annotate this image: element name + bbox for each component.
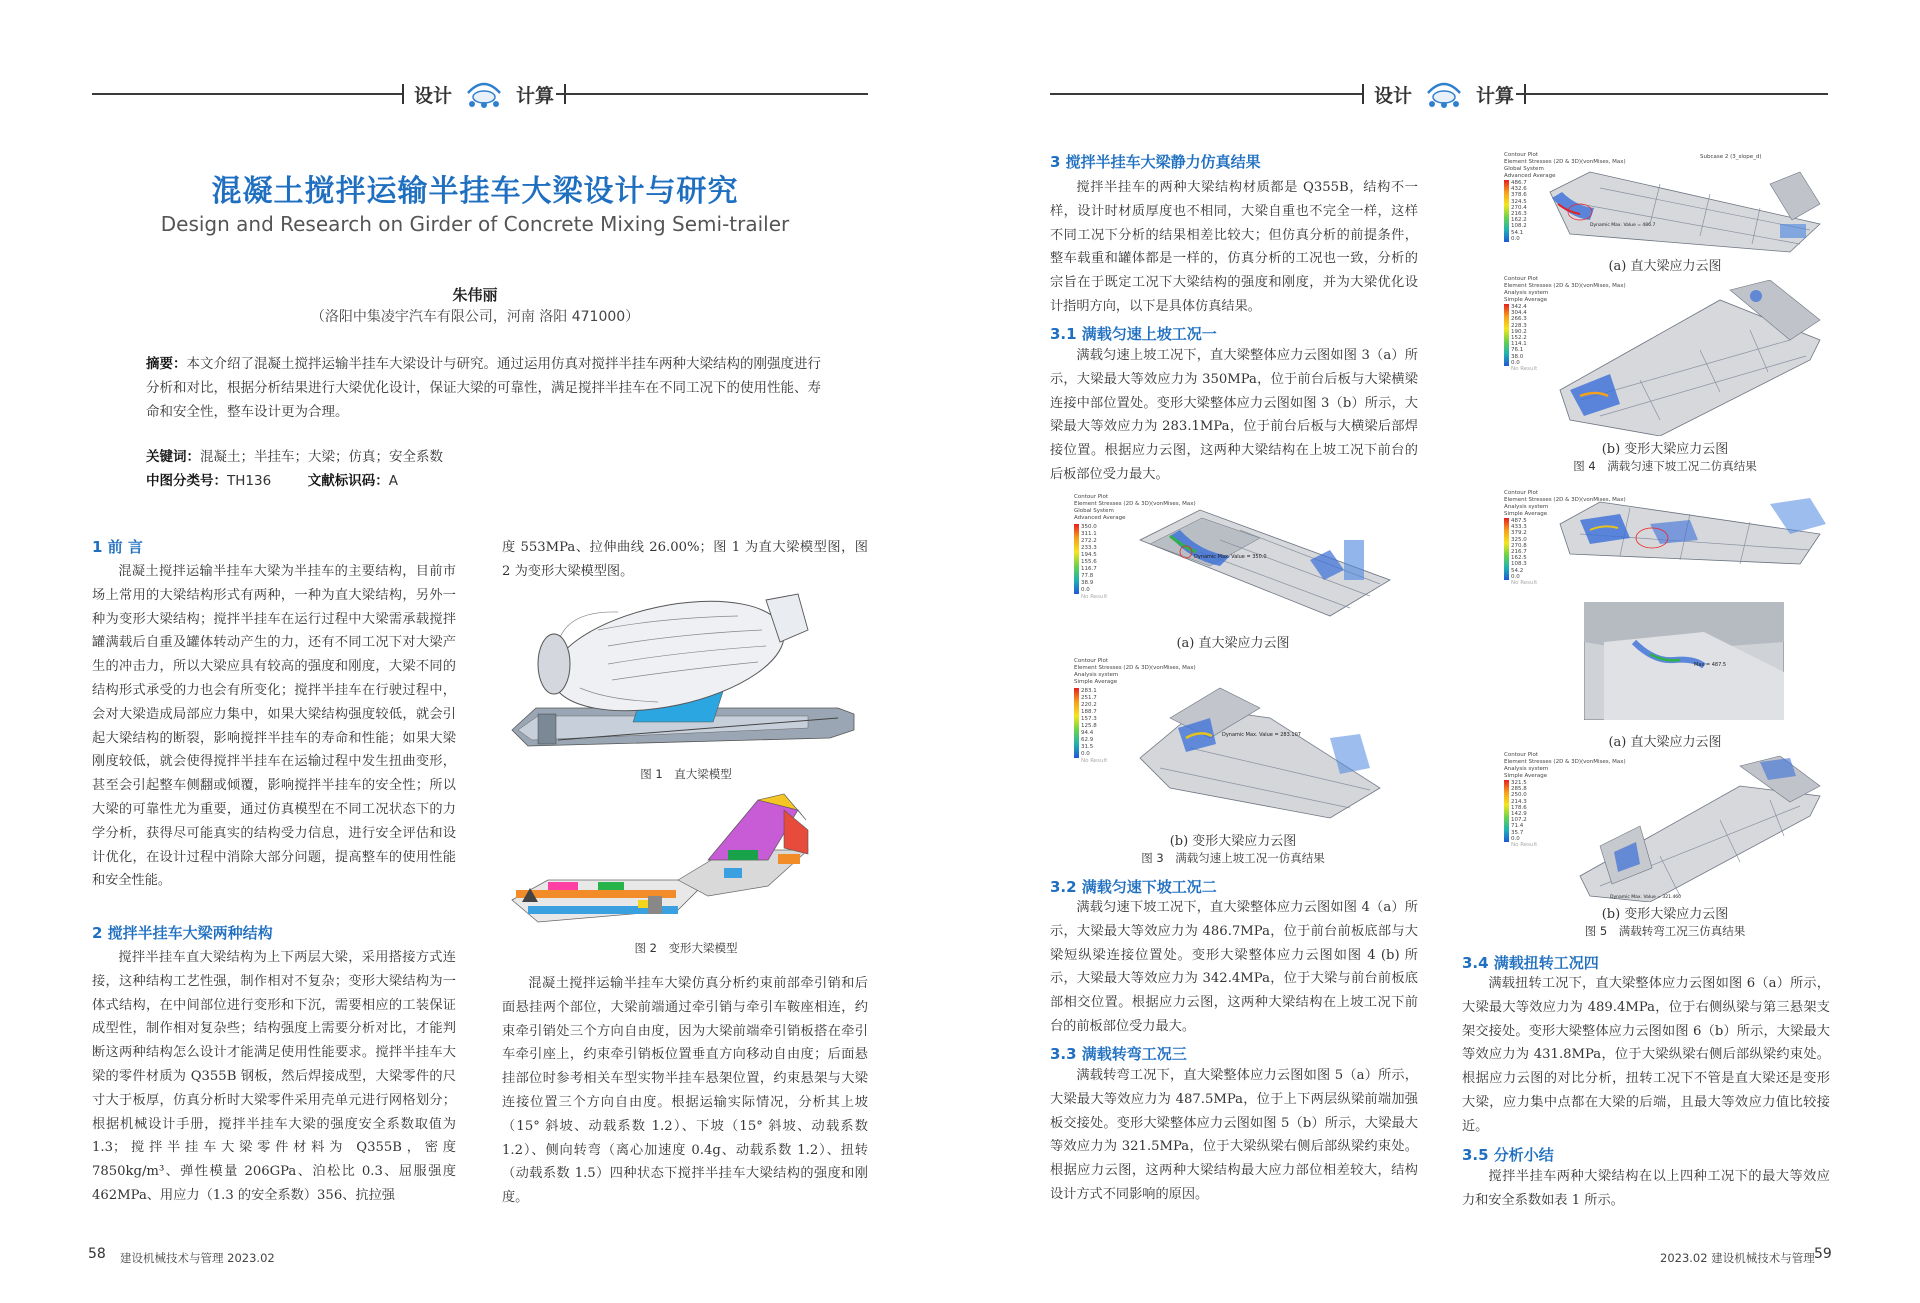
girder-mesh-4a [1540, 164, 1830, 256]
page-number-right: 59 [1814, 1246, 1832, 1262]
color-scale-bar [1504, 780, 1509, 842]
legend-value: 107.2 [1511, 817, 1527, 824]
section-3-3-paragraph: 满载转弯工况下，直大梁整体应力云图如图 5（a）所示，大梁最大等效应力为 487.5MPa，位于上下两层纵梁前端加强板交接处。变形大梁整体应力云图如图 5（b）所示，大梁最大等效应力为 321.5MPa，位于大梁纵梁右侧后部纵梁约束处。根据应力云图，这两种大梁结构最大应力部位相差较大，结构设计方式不同影响的原因。 [1050, 1068, 1418, 1202]
legend-value: 0.0 [1081, 751, 1090, 757]
legend-value: 108.3 [1511, 561, 1527, 568]
figure-3b-contour-plot [1070, 658, 1396, 828]
cloud-computing-icon [462, 79, 506, 109]
section-3-5-paragraph: 搅拌半挂车两种大梁结构在以上四种工况下的最大等效应力和安全系数如表 1 所示。 [1462, 1169, 1830, 1208]
legend-value: 285.8 [1511, 786, 1527, 793]
journal-footer-right: 2023.02 建设机械技术与管理 [1660, 1251, 1815, 1265]
legend-value: 0.0 [1511, 573, 1520, 580]
legend-value: 350.0 [1081, 524, 1097, 530]
legend-value: 250.0 [1511, 792, 1527, 799]
class-value: TH136 [227, 473, 272, 489]
abstract [146, 352, 822, 424]
legend-values [1511, 780, 1537, 848]
article-title-english: Design and Research on Girder of Concrete Mixing Semi-trailer [160, 212, 790, 236]
legend-value: 270.8 [1511, 542, 1527, 549]
header-rule-right-a [1050, 93, 1362, 95]
legend-value: 342.4 [1511, 304, 1527, 310]
color-scale-bar [1074, 524, 1079, 594]
girder-mesh-4b [1540, 280, 1830, 436]
legend-value: 188.7 [1081, 709, 1097, 715]
legend-value: 220.2 [1081, 702, 1097, 708]
legend-value: 116.7 [1081, 566, 1097, 572]
legend-value: 486.7 [1511, 180, 1527, 186]
legend-value: 162.5 [1511, 555, 1527, 562]
figure-3-caption: 图 3 满载匀速上坡工况一仿真结果 [1141, 851, 1325, 865]
doc-code-value: A [388, 473, 399, 489]
legend-value: 71.4 [1511, 823, 1524, 830]
zoom-detail-5a [1584, 602, 1784, 720]
legend-value: 433.3 [1511, 524, 1527, 531]
color-scale-bar [1504, 304, 1509, 366]
contour-legend-scale [1504, 518, 1537, 586]
legend-value: 233.3 [1081, 545, 1097, 551]
contour-legend-scale [1504, 780, 1537, 848]
section-1-title: 1 前 言 [92, 538, 143, 556]
legend-no-result: No Result [1081, 594, 1108, 600]
legend-value: 125.8 [1081, 723, 1097, 729]
legend-value: 432.6 [1511, 186, 1527, 193]
legend-title: Contour Plot [1504, 276, 1539, 282]
legend-value: 38.9 [1081, 580, 1094, 586]
section-2-title: 2 搅拌半挂车大梁两种结构 [92, 924, 273, 942]
legend-value: 77.8 [1081, 573, 1094, 579]
legend-average: Simple Average [1504, 511, 1548, 517]
legend-no-result: No Result [1081, 758, 1108, 764]
doc-code-label: 文献标识码： [307, 473, 389, 489]
legend-title: Contour Plot [1504, 490, 1539, 496]
keywords-line [146, 445, 822, 465]
figure-5b-caption: (b) 变形大梁应力云图 [1601, 907, 1729, 922]
girder-mesh-5b [1540, 756, 1830, 902]
legend-value: 216.3 [1511, 211, 1527, 218]
max-value-annotation: Dynamic Max. Value = 321.460 [1610, 895, 1682, 900]
figure-4a-caption: (a) 直大梁应力云图 [1608, 259, 1722, 274]
legend-value: 251.7 [1081, 695, 1097, 701]
legend-value: 487.5 [1511, 518, 1527, 524]
header-rule-right-b [1516, 93, 1828, 95]
figure-2-caption: 图 2 变形大梁模型 [634, 941, 738, 955]
legend-system: Global System [1504, 166, 1544, 172]
legend-element: Element Stresses (2D & 3D)(vonMises, Max) [1074, 665, 1196, 671]
contour-legend-scale [1074, 524, 1107, 601]
color-scale-bar [1074, 688, 1079, 758]
max-value-annotation: Dynamic Max. Value = 283.107 [1222, 732, 1301, 738]
contour-legend-scale [1074, 688, 1107, 765]
figure-1-straight-girder-model [508, 590, 864, 760]
section-3-1-paragraph: 满载匀速上坡工况下，直大梁整体应力云图如图 3（a）所示，大梁最大等效应力为 350MPa，位于前台后板与大梁横梁连接中部位置处。变形大梁整体应力云图如图 3（b）所示，大梁最大等效应力为 283.1MPa，位于前台后板与大横梁后部焊接位置。根据应力云图，这两种大梁结构在上坡工况下前台的后板部位受力最大。 [1050, 348, 1418, 482]
max-value-annotation: Dynamic Max. Value = 486.7 [1590, 223, 1656, 228]
column2-paragraph-1: 度 553MPa、拉伸曲线 26.00%；图 1 为直大梁模型图，图 2 为变形大梁模型图。 [502, 540, 868, 579]
figure-5-caption: 图 5 满载转弯工况三仿真结果 [1584, 924, 1746, 938]
legend-average: Advanced Average [1074, 515, 1126, 521]
legend-system: Analysis system [1504, 290, 1549, 296]
legend-value: 178.6 [1511, 804, 1527, 811]
legend-value: 35.7 [1511, 829, 1524, 836]
girder-mesh-3b [1130, 678, 1396, 828]
header-design-label: 设计 [1374, 84, 1413, 107]
legend-values [1511, 304, 1537, 372]
section-3-5-title: 3.5 分析小结 [1462, 1146, 1554, 1164]
legend-value: 0.0 [1081, 587, 1090, 593]
header-rule-left-a [92, 93, 402, 95]
legend-values [1081, 524, 1107, 601]
legend-value: 142.9 [1511, 811, 1527, 818]
article-title: 混凝土搅拌运输半挂车大梁设计与研究 [211, 174, 739, 209]
section-3-title: 3 搅拌半挂车大梁静力仿真结果 [1050, 153, 1261, 171]
max-value-annotation: Dynamic Max. Value = 350.0 [1194, 554, 1267, 560]
header-design-label: 设计 [414, 84, 453, 107]
legend-value: 324.5 [1511, 198, 1527, 205]
legend-value: 321.5 [1511, 780, 1527, 786]
color-scale-bar [1504, 180, 1509, 242]
legend-value: 378.6 [1511, 192, 1527, 199]
header-rule-left-b [556, 93, 868, 95]
header-tick [1362, 84, 1364, 104]
legend-average: Simple Average [1074, 679, 1118, 685]
legend-average: Simple Average [1504, 773, 1548, 779]
legend-no-result: No Result [1511, 366, 1538, 373]
figure-4b-caption: (b) 变形大梁应力云图 [1601, 442, 1729, 457]
legend-value: 54.2 [1511, 567, 1524, 574]
contour-legend-scale [1504, 304, 1537, 372]
figure-3a-caption: (a) 直大梁应力云图 [1176, 636, 1290, 651]
figure-3a-contour-plot [1070, 494, 1396, 624]
legend-value: 311.1 [1081, 531, 1097, 537]
legend-value: 38.0 [1511, 353, 1524, 360]
header-left [402, 78, 566, 110]
figure-5b-contour-plot [1500, 752, 1830, 902]
legend-value: 162.2 [1511, 217, 1527, 224]
legend-average: Simple Average [1504, 297, 1548, 303]
figure-5a-contour-plot [1500, 490, 1830, 728]
legend-value: 0.0 [1511, 359, 1520, 366]
legend-value: 76.1 [1511, 347, 1524, 354]
legend-value: 325.0 [1511, 536, 1527, 543]
section-2-paragraph: 搅拌半挂车直大梁结构为上下两层大梁，采用搭接方式连接，这种结构工艺性强，制作相对不复杂；变形大梁结构为一体式结构，在中间部位进行变形和下沉，需要相应的工装保证成型性，制作相对复杂些；结构强度上需要分析对比，才能判断这两种结构怎么设计才能满足使用性能要求。搅拌半挂车大梁的零件材质为 Q355B 钢板，然后焊接成型，大梁零件的尺寸大于板厚，仿真分析时大梁零件采用壳单元进行网格划分；根据机械设计手册，搅拌半挂车大梁的强度安全系数取值为 1.3；搅拌半挂车大梁零件材料为 Q355B，密度 7850kg/m³、弹性模量 206GPa、泊松比 0.3、屈服强度 462MPa、用应力（1.3 的安全系数）356、抗拉强 [92, 950, 456, 1203]
keywords-label: 关键词： [146, 449, 200, 465]
header-tick [402, 84, 404, 104]
figure-1-caption: 图 1 直大梁模型 [640, 767, 732, 781]
legend-title: Contour Plot [1504, 152, 1539, 158]
section-1-paragraph: 混凝土搅拌运输半挂车大梁为半挂车的主要结构，目前市场上常用的大梁结构形式有两种，一种为直大梁结构，另外一种为变形大梁结构；搅拌半挂车在运行过程中大梁需承载搅拌罐满载后自重及罐体转动产生的力，还有不同工况下对大梁产生的冲击力，所以大梁应具有较高的强度和刚度，大梁不同的结构形式承受的力也会有所变化；搅拌半挂车在行驶过程中，会对大梁造成局部应力集中，如果大梁结构强度较低，就会引起大梁结构的断裂，影响搅拌半挂车的寿命和性能；如果大梁刚度较低，就会使得搅拌半挂车在运输过程中发生扭曲变形，甚至会引起整车侧翻或倾覆，影响搅拌半挂车的安全性；所以大梁的可靠性尤为重要，通过仿真模型在不同工况状态下的力学分析，获得尽可能真实的结构受力信息，进行安全评估和设计优化，在设计过程中消除大部分问题，提高整车的使用性能和安全性能。 [92, 564, 456, 889]
author: 朱伟丽 [452, 286, 498, 304]
legend-value: 62.9 [1081, 737, 1094, 743]
legend-value: 190.2 [1511, 328, 1527, 335]
legend-system: Global System [1074, 508, 1114, 514]
legend-values [1511, 180, 1527, 242]
legend-value: 157.3 [1081, 716, 1097, 722]
max-value-annotation: Max = 487.5 [1694, 662, 1727, 668]
legend-average: Advanced Average [1504, 173, 1556, 179]
classification-line [146, 469, 822, 489]
legend-value: 152.2 [1511, 335, 1527, 342]
legend-value: 228.3 [1511, 322, 1527, 329]
figure-4b-contour-plot [1500, 276, 1830, 436]
legend-title: Contour Plot [1074, 658, 1109, 664]
header-calc-label: 计算 [516, 84, 555, 107]
header-calc-label: 计算 [1476, 84, 1515, 107]
section-3-1-title: 3.1 满载匀速上坡工况一 [1050, 325, 1217, 343]
figure-3b-caption: (b) 变形大梁应力云图 [1169, 834, 1297, 849]
legend-element: Element Stresses (2D & 3D)(vonMises, Max) [1504, 497, 1626, 503]
section-3-2-title: 3.2 满载匀速下坡工况二 [1050, 878, 1217, 896]
legend-value: 304.4 [1511, 310, 1527, 317]
legend-value: 216.7 [1511, 549, 1527, 556]
header-right [1362, 78, 1526, 110]
legend-value: 270.4 [1511, 204, 1527, 211]
legend-value: 54.1 [1511, 229, 1524, 236]
section-3-paragraph: 搅拌半挂车的两种大梁结构材质都是 Q355B，结构不一样，设计时材质厚度也不相同，大梁自重也不完全一样，这样不同工况下分析的结果相差比较大；但仿真分析的前提条件，整车载重和罐体都是一样的，仿真分析的工况也一致，分析的宗旨在于既定工况下大梁结构的强度和刚度，并为大梁优化设计指明方向，以下是具体仿真结果。 [1050, 180, 1418, 314]
cloud-computing-icon [1422, 79, 1466, 109]
legend-value: 0.0 [1511, 235, 1520, 242]
section-3-2-paragraph: 满载匀速下坡工况下，直大梁整体应力云图如图 4（a）所示，大梁最大等效应力为 486.7MPa，位于前台前板底部与大梁短纵梁连接位置处。变形大梁整体应力云图如图 4 (b) 所示，大梁最大等效应力为 342.4MPa，位于大梁与前台前板底部相交位置。根据应力云图，这两种大梁结构在上坡工况下前台的前板部位受力最大。 [1050, 900, 1418, 1034]
legend-value: 283.1 [1081, 688, 1097, 694]
legend-element: Element Stresses (2D & 3D)(vonMises, Max) [1504, 159, 1626, 165]
legend-value: 114.1 [1511, 341, 1527, 348]
legend-value: 155.6 [1081, 559, 1097, 565]
section-3-4-paragraph: 满载扭转工况下，直大梁整体应力云图如图 6（a）所示，大梁最大等效应力为 489.4MPa，位于右侧纵梁与第三悬架支架交接处。变形大梁整体应力云图如图 6（b）所示，大梁最大等效应力为 431.8MPa，位于大梁纵梁右侧后部纵梁约束处。根据应力云图的对比分析，扭转工况下不管是直大梁还是变形大梁，应力集中点都在大梁的后端，且最大等效应力值比较接近。 [1462, 976, 1830, 1134]
legend-title: Contour Plot [1504, 752, 1539, 758]
legend-value: 31.5 [1081, 744, 1094, 750]
subcase-tag: Subcase 2 (3_slope_d) [1700, 154, 1762, 160]
section-3-4-title: 3.4 满载扭转工况四 [1462, 954, 1599, 972]
legend-value: 194.5 [1081, 552, 1097, 558]
figure-5a-caption: (a) 直大梁应力云图 [1608, 735, 1722, 750]
affiliation: （洛阳中集凌宇汽车有限公司，河南 洛阳 471000） [310, 309, 640, 325]
legend-value: 0.0 [1511, 835, 1520, 842]
figure-4a-contour-plot [1500, 152, 1830, 256]
legend-values [1511, 518, 1537, 586]
legend-element: Element Stresses (2D & 3D)(vonMises, Max) [1504, 283, 1626, 289]
legend-value: 214.3 [1511, 798, 1527, 805]
page-number-left: 58 [88, 1246, 106, 1262]
legend-system: Analysis system [1074, 672, 1119, 678]
abstract-label: 摘要： [146, 356, 187, 372]
legend-value: 266.3 [1511, 316, 1527, 323]
figure-4-caption: 图 4 满载匀速下坡工况二仿真结果 [1573, 459, 1757, 473]
figure-2-deformed-girder-model [508, 790, 864, 940]
legend-value: 272.2 [1081, 538, 1097, 544]
section-3-3-title: 3.3 满载转弯工况三 [1050, 1045, 1187, 1063]
class-label: 中图分类号： [146, 473, 227, 489]
column2-paragraph-2: 混凝土搅拌运输半挂车大梁仿真分析约束前部牵引销和后面悬挂两个部位，大梁前端通过牵引销与牵引车鞍座相连，约束牵引销处三个方向自由度，因为大梁前端牵引销板搭在牵引车牵引座上，约束牵引销板位置垂直方向移动自由度；后面悬挂部位时参考相关车型实物半挂车悬架位置，约束悬架与大梁连接位置三个方向自由度。根据运输实际情况，分析其上坡（15° 斜坡、动载系数 1.2）、下坡（15° 斜坡、动载系数 1.2）、侧向转弯（离心加速度 0.4g、动载系数 1.2）、扭转（动载系数 1.5）四种状态下搅拌半挂车大梁结构的强度和刚度。 [502, 976, 868, 1206]
legend-value: 379.2 [1511, 530, 1527, 537]
legend-value: 108.2 [1511, 223, 1527, 230]
legend-no-result: No Result [1511, 842, 1538, 849]
legend-system: Analysis system [1504, 504, 1549, 510]
legend-element: Element Stresses (2D & 3D)(vonMises, Max) [1074, 501, 1196, 507]
journal-footer-left: 建设机械技术与管理 2023.02 [120, 1251, 275, 1265]
abstract-text: 本文介绍了混凝土搅拌运输半挂车大梁设计与研究。通过运用仿真对搅拌半挂车两种大梁结构的刚强度进行分析和对比，根据分析结果进行大梁优化设计，保证大梁的可靠性，满足搅拌半挂车在不同工况下的使用性能、寿命和安全性，整车设计更为合理。 [146, 356, 821, 420]
contour-legend-scale [1504, 180, 1527, 242]
legend-values [1081, 688, 1107, 765]
color-scale-bar [1504, 518, 1509, 580]
legend-no-result: No Result [1511, 580, 1538, 587]
keywords: 混凝土；半挂车；大梁；仿真；安全系数 [200, 449, 443, 465]
legend-value: 94.4 [1081, 730, 1094, 736]
girder-mesh-5a [1540, 494, 1830, 604]
legend-system: Analysis system [1504, 766, 1549, 772]
legend-title: Contour Plot [1074, 494, 1109, 500]
legend-element: Element Stresses (2D & 3D)(vonMises, Max) [1504, 759, 1626, 765]
girder-mesh-3a [1130, 500, 1396, 620]
